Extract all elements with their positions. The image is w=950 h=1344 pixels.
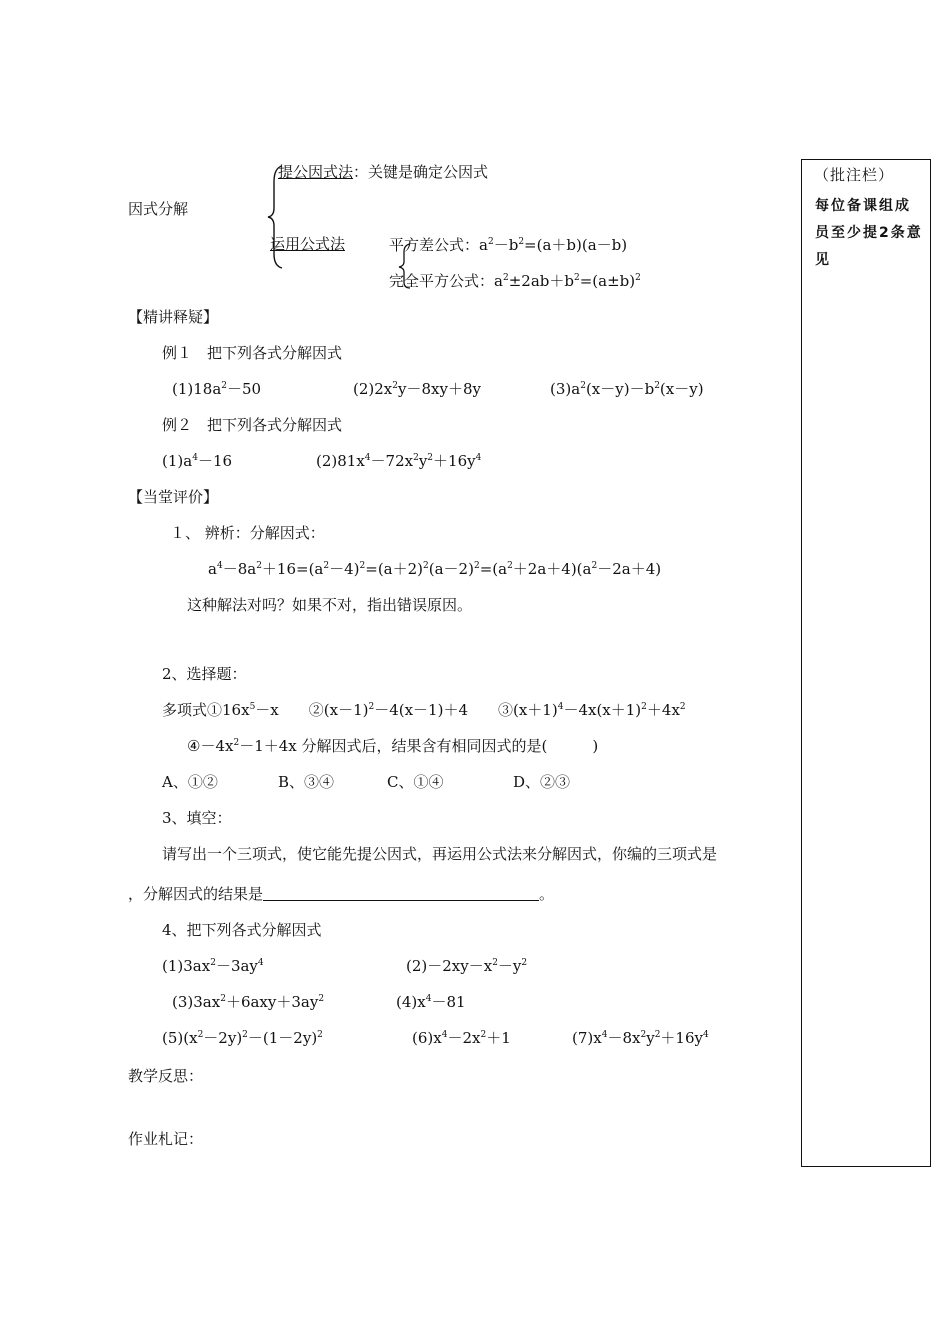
question1-prompt: 这种解法对吗？如果不对，指出错误原因。 [187,596,473,614]
teaching-reflection-label: 教学反思： [128,1067,204,1085]
example2-item2: $(2)81x^4-72x^2y^2+16y^4$ [316,452,482,470]
question4-item1: $(1)3ax^2-3ay^4$ [162,957,264,975]
example1-item3: $(3)a^2(x-y)-b^2(x-y)$ [550,380,704,398]
annotation-note: 每位备课组成员至少提2条意见 [815,198,923,268]
section-heading-explain: 【精讲释疑】 [128,308,219,326]
question3-end: 。 [539,885,555,903]
question4-item7: $(7)x^4-8x^2y^2+16y^4$ [572,1029,709,1047]
example1-item2: $(2)2x^2y-8xy+8y$ [353,380,481,398]
question4-item5: $(5)(x^2-2y)^2-(1-2y)^2$ [162,1029,323,1047]
formula-perfect-square: 完全平方公式：$a^2\pm 2ab+b^2=(a\pm b)^2$ [389,272,641,290]
question2-option-c[interactable]: C、①④ [387,773,444,791]
question3-line2 [128,885,554,903]
formula1-name: 平方差公式： [389,236,480,254]
question3-text: 请写出一个三项式，使它能先提公因式，再运用公式法来分解因式，你编的三项式是 [162,845,718,863]
formula-difference-of-squares: 平方差公式：$a^2-b^2=(a+b)(a-b)$ [389,236,628,254]
question4-title: 4、把下列各式分解因式 [162,921,322,939]
question2-title: 2、选择题： [162,665,247,683]
formula2-name: 完全平方公式： [389,272,495,290]
question4-item6: $(6)x^4-2x^2+1$ [412,1029,511,1047]
question2-option-b[interactable]: B、③④ [278,773,335,791]
question3-title: 3、填空： [162,809,232,827]
example2-item1: $(1)a^4-16$ [162,452,233,470]
annotation-title: （批注栏） [814,166,895,184]
method-common-factor [278,163,488,181]
question2-tail: 分解因式后，结果含有相同因式的是( ) [301,737,599,755]
question4-item3: $(3)3ax^2+6axy+3ay^2$ [172,993,325,1011]
question3-text2: ，分解因式的结果是 [128,885,264,903]
homework-notes-label: 作业札记： [128,1130,204,1148]
method1-label: 提公因式法 [278,163,354,181]
question2-stem: $④-4x^2-1+4x$ 分解因式后，结果含有相同因式的是( ) [187,737,599,755]
question2-option-a[interactable]: A、①② [162,773,218,791]
example1-title: 例１ 把下列各式分解因式 [162,344,343,362]
example2-title: 例２ 把下列各式分解因式 [162,416,343,434]
question4-item4: $(4)x^4-81$ [396,993,466,1011]
question4-item2: $(2)-2xy-x^2-y^2$ [406,957,528,975]
question2-intro: 多项式① [162,701,223,719]
question1-expression: $a^4-8a^2+16=(a^2-4)^2=(a+2)^2(a-2)^2=(a^2+2a+4)(a^2-2a+4)$ [208,560,662,578]
method1-desc: ：关键是确定公因式 [353,163,489,181]
question2-option-d[interactable]: D、②③ [513,773,571,791]
question3-answer-blank[interactable] [263,886,539,901]
question2-polynomials: 多项式$①16x^5-x$ $②(x-1)^2-4(x-1)+4$ $③(x+1)^4-4x(x+1)^2+4x^2$ [162,701,686,719]
method-formula: 运用公式法 [270,235,346,253]
outline-root: 因式分解 [128,200,189,218]
example1-item1: $(1)18a^2-50$ [172,380,262,398]
question1-title: １、 辨析：分解因式： [170,524,325,542]
annotation-column [801,159,931,1167]
section-heading-evaluation: 【当堂评价】 [128,488,219,506]
